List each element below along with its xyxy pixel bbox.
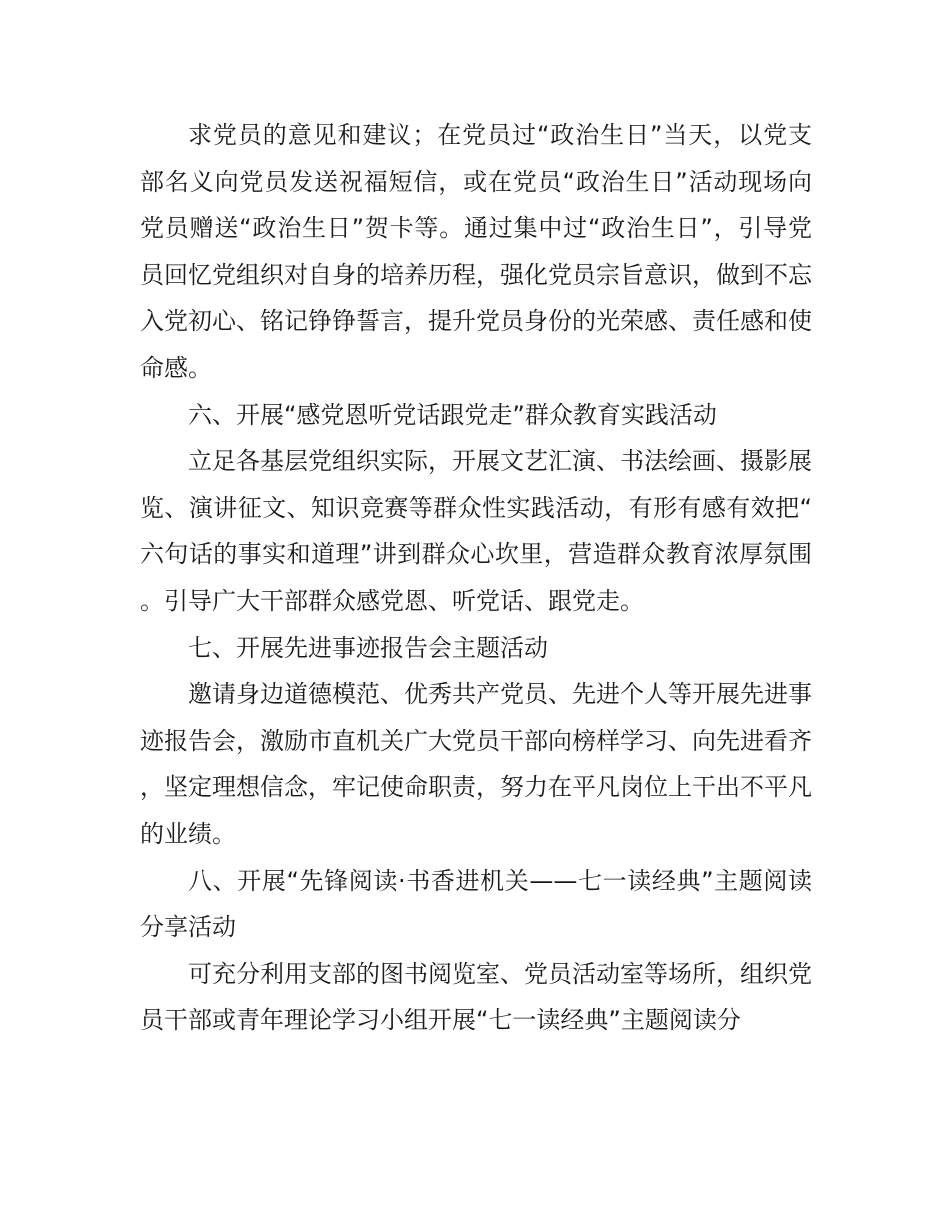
document-page [140, 112, 812, 1044]
paragraph-mass-education: 立足各基层党组织实际，开展文艺汇演、书法绘画、摄影展览、演讲征文、知识竞赛等群众性实践活动，有形有感有效把“六句话的事实和道理”讲到群众心坎里，营造群众教育浓厚氛围。引导广大干部群众感党恩、听党话、跟党走。 [140, 447, 812, 615]
section-heading-eight: 八、开展“先锋阅读·书香进机关——七一读经典”主题阅读分享活动 [140, 866, 812, 942]
paragraph-report-meeting: 邀请身边道德模范、优秀共产党员、先进个人等开展先进事迹报告会，激励市直机关广大党员干部向榜样学习、向先进看齐，坚定理想信念，牢记使命职责，努力在平凡岗位上干出不平凡的业绩。 [140, 680, 812, 848]
section-heading-six: 六、开展“感党恩听党话跟党走”群众教育实践活动 [188, 400, 717, 429]
paragraph-political-birthday-continued: 求党员的意见和建议；在党员过“政治生日”当天，以党支部名义向党员发送祝福短信，或在党员“政治生日”活动现场向党员赠送“政治生日”贺卡等。通过集中过“政治生日”，引导党员回忆党组织对自身的培养历程，强化党员宗旨意识，做到不忘入党初心、铭记铮铮誓言，提升党员身份的光荣感、责任感和使命感。 [140, 121, 812, 382]
section-heading-seven: 七、开展先进事迹报告会主题活动 [188, 633, 548, 662]
paragraph-reading-sharing: 可充分利用支部的图书阅览室、党员活动室等场所，组织党员干部或青年理论学习小组开展“七一读经典”主题阅读分 [140, 959, 812, 1035]
